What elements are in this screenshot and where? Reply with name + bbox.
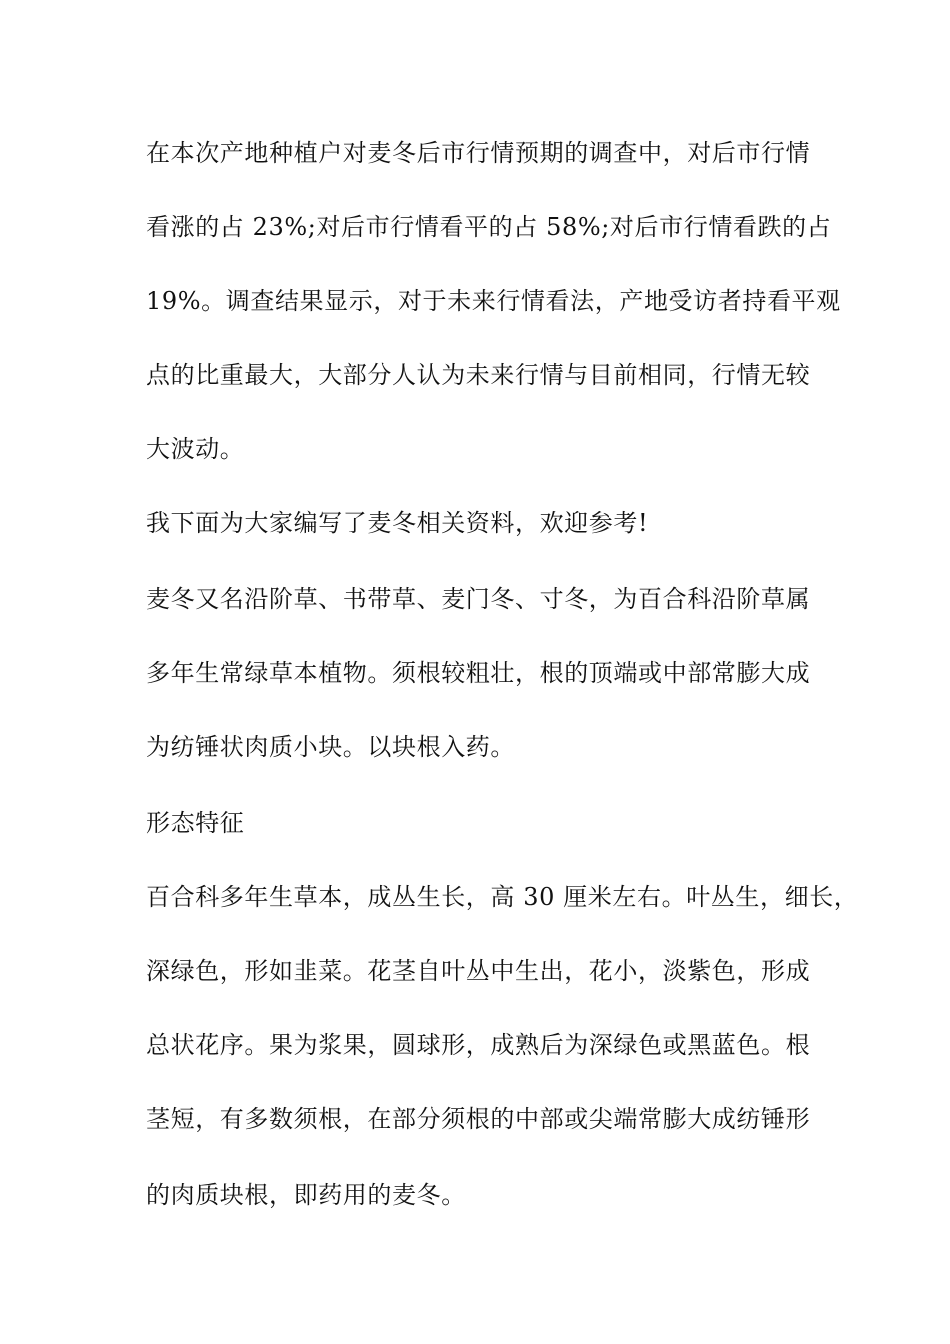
text-line: 茎短，有多数须根，在部分须根的中部或尖端常膨大成纺锤形 — [146, 1105, 811, 1133]
text-line: 大波动。 — [146, 435, 245, 463]
text-line: 深绿色，形如韭菜。花茎自叶丛中生出，花小，淡紫色，形成 — [146, 957, 811, 985]
text-line: 麦冬又名沿阶草、书带草、麦门冬、寸冬，为百合科沿阶草属 — [146, 585, 811, 613]
text-line: 我下面为大家编写了麦冬相关资料，欢迎参考! — [146, 509, 649, 537]
text-line: 在本次产地种植户对麦冬后市行情预期的调查中，对后市行情 — [146, 139, 811, 167]
text-line: 的肉质块根，即药用的麦冬。 — [146, 1181, 466, 1209]
section-heading: 形态特征 — [146, 809, 245, 837]
text-line: 点的比重最大，大部分人认为未来行情与目前相同，行情无较 — [146, 361, 811, 389]
text-line: 总状花序。果为浆果，圆球形，成熟后为深绿色或黑蓝色。根 — [146, 1031, 811, 1059]
text-line: 多年生常绿草本植物。须根较粗壮，根的顶端或中部常膨大成 — [146, 659, 811, 687]
text-line: 19%。调查结果显示，对于未来行情看法，产地受访者持看平观 — [146, 287, 841, 315]
text-line: 看涨的占 23%;对后市行情看平的占 58%;对后市行情看跌的占 — [146, 213, 832, 241]
text-line: 百合科多年生草本，成丛生长，高 30 厘米左右。叶丛生，细长， — [146, 883, 859, 911]
text-line: 为纺锤状肉质小块。以块根入药。 — [146, 733, 515, 761]
